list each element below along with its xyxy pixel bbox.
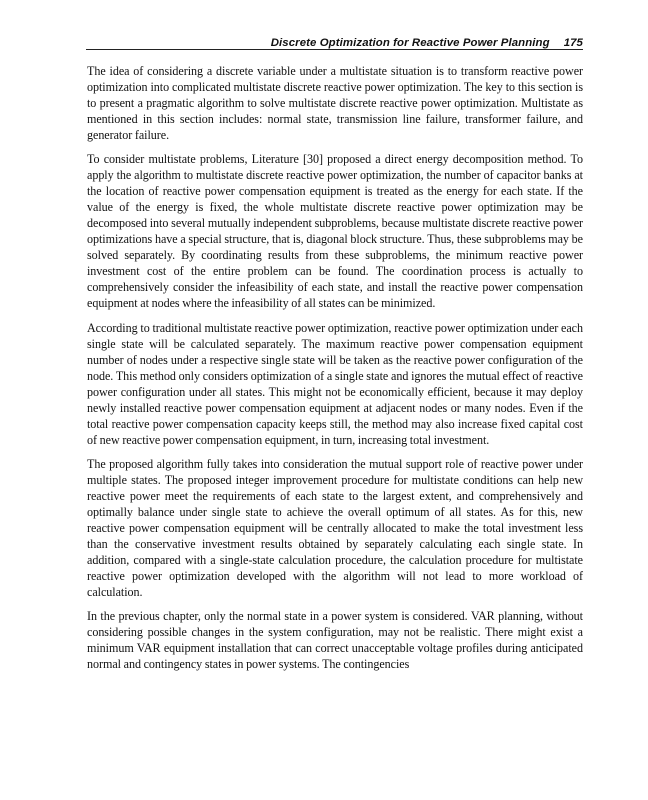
page-number: 175 xyxy=(563,37,583,49)
paragraph-4: The proposed algorithm fully takes into consideration the mutual support role of reactive power under multiple states. The proposed integer improvement procedure for multistate conditions can help new reactive power meet the requirements of each state to the largest extent, and comprehensively and optimally balance under single state to achieve the overall optimum of all states. As for this, new reactive power compensation equipment will be centrally allocated to make the total investment less than the conservative investment results obtained by separately calculating each single state. In addition, compared with a single-state calculation procedure, the calculation procedure for multistate reactive power optimization developed with the algorithm will not lead to more workload of calculation. xyxy=(87,456,583,599)
running-head xyxy=(86,31,583,49)
body-text xyxy=(87,63,583,672)
header-rule xyxy=(86,49,583,50)
paragraph-1: The idea of considering a discrete variable under a multistate situation is to transform reactive power optimization into complicated multistate discrete reactive power optimization. The key to this section is to present a pragmatic algorithm to solve multistate discrete reactive power optimization. Multistate as mentioned in this section includes: normal state, transmission line failure, transformer failure, and generator failure. xyxy=(87,64,583,142)
paragraph-2: To consider multistate problems, Literature [30] proposed a direct energy decomposition method. To apply the algorithm to multistate discrete reactive power optimization, the number of capacitor banks at the location of reactive power compensation equipment is treated as the energy for each state. If the value of the energy is fixed, the whole multistate discrete reactive power optimization may be decomposed into several mutually independent subproblems, because multistate discrete reactive power optimizations have a special structure, that is, diagonal block structure. Thus, these subproblems may be solved separately. By coordinating results from these subproblems, the minimum reactive power investment cost of the entire problem can be found. The coordination process is actually to comprehensively consider the infeasibility of each state, and install the reactive power compensation equipment at nodes where the infeasibility of all states can be minimized. xyxy=(87,152,583,311)
paragraph-5: In the previous chapter, only the normal state in a power system is considered. VAR planning, without considering possible changes in the system configuration, may not be realistic. There might exist a minimum VAR equipment installation that can correct unacceptable voltage profiles during anticipated normal and contingency states in power systems. The contingencies xyxy=(87,609,583,672)
running-title: Discrete Optimization for Reactive Power Planning xyxy=(270,37,550,49)
paragraph-3: According to traditional multistate reactive power optimization, reactive power optimization under each single state will be calculated separately. The maximum reactive power compensation equipment number of nodes under a respective single state will be taken as the reactive power configuration of the node. This method only considers optimization of a single state and ignores the mutual effect of reactive power configuration under all states. This might not be economically efficient, because it may deploy newly installed reactive power compensation equipment at adjacent nodes or many nodes. Even if the total reactive power compensation capacity keeps still, the method may also increase fixed capital cost of new reactive power compensation equipment, in turn, increasing total investment. xyxy=(87,320,583,447)
